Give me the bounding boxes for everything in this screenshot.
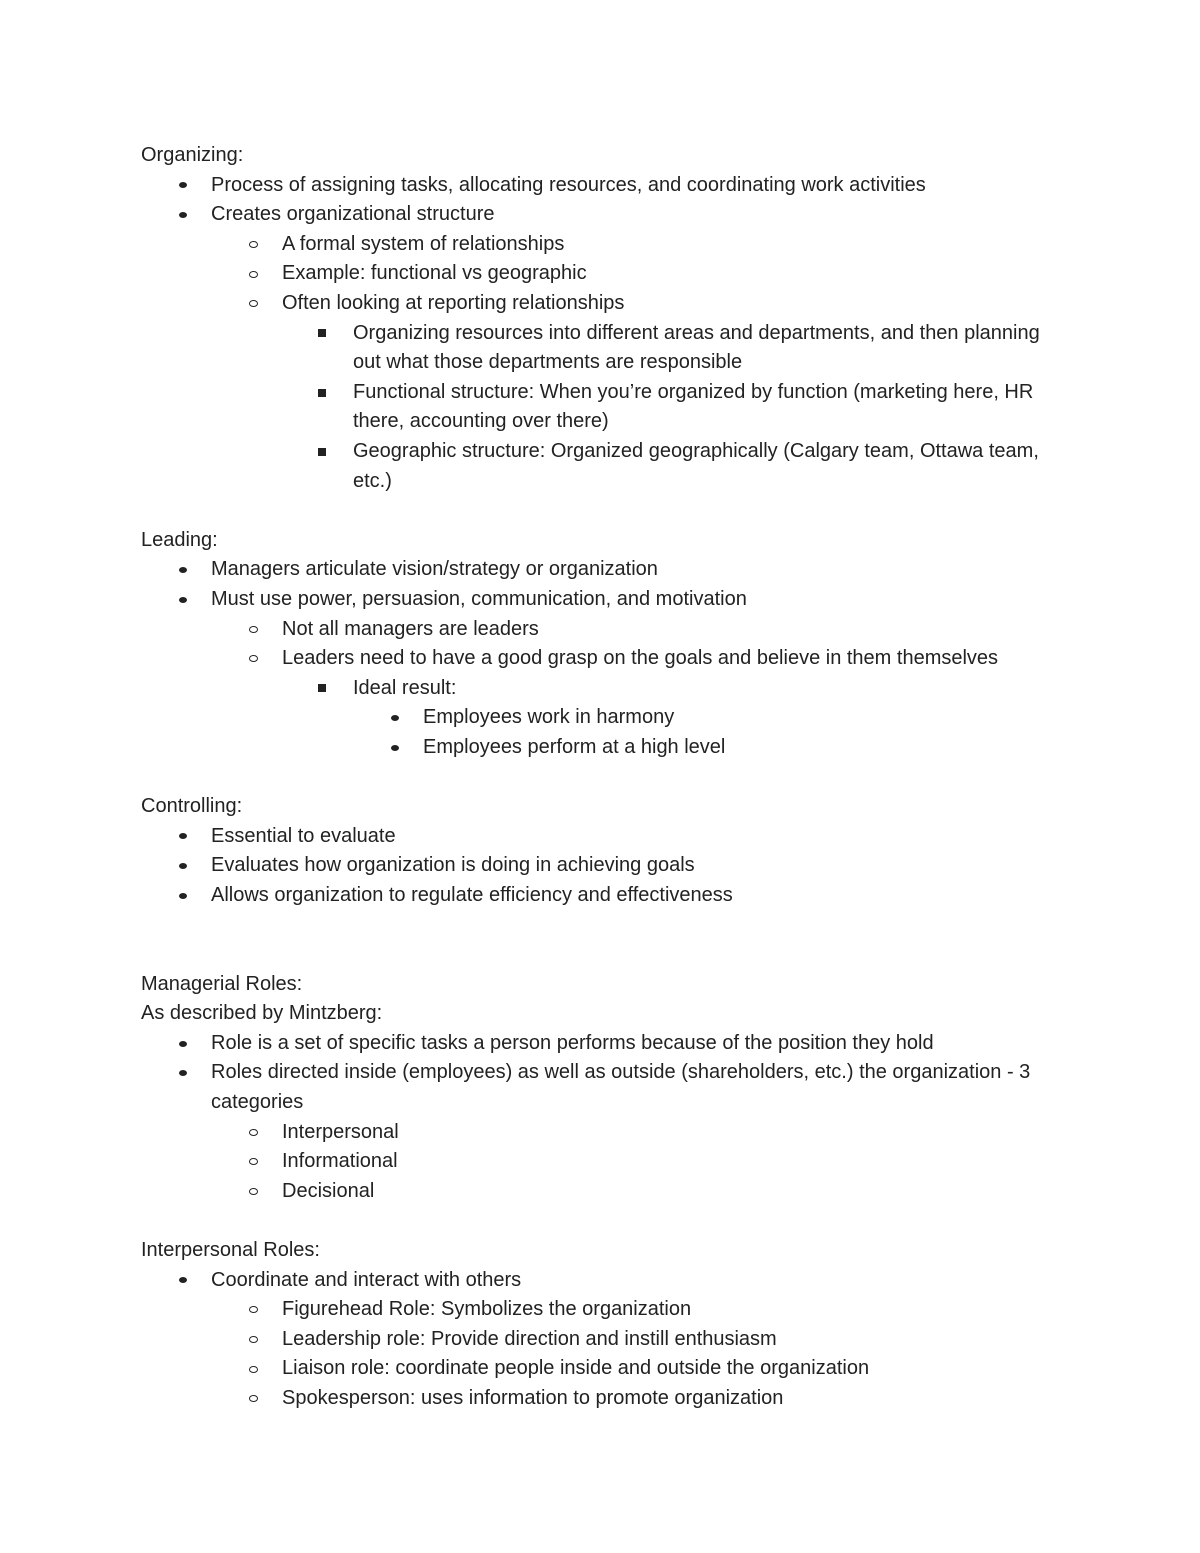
bullet-circle-icon bbox=[249, 1325, 258, 1355]
spacer bbox=[141, 496, 1071, 526]
bullet-dot-icon bbox=[179, 1029, 187, 1059]
list-item: Informational bbox=[141, 1147, 1071, 1177]
list-item: Allows organization to regulate efficiency and effectiveness bbox=[141, 881, 1071, 911]
list-item: Leadership role: Provide direction and instill enthusiasm bbox=[141, 1325, 1071, 1355]
bullet-circle-icon bbox=[249, 289, 258, 319]
list-item: Roles directed inside (employees) as well as outside (shareholders, etc.) the organization - 3 categories bbox=[141, 1058, 1071, 1117]
bullet-dot-icon bbox=[179, 1058, 187, 1088]
section-heading: Leading: bbox=[141, 528, 218, 551]
bullet-dot-icon bbox=[179, 851, 187, 881]
list-item: Coordinate and interact with others bbox=[141, 1266, 1071, 1296]
bullet-dot-icon bbox=[179, 881, 187, 911]
bullet-square-icon bbox=[318, 378, 326, 408]
list-item: Managers articulate vision/strategy or organization bbox=[141, 555, 1071, 585]
bullet-dot-icon bbox=[179, 1266, 187, 1296]
list-item: Spokesperson: uses information to promote organization bbox=[141, 1384, 1071, 1414]
bullet-square-icon bbox=[318, 674, 326, 704]
list-item: Ideal result: bbox=[141, 674, 1071, 704]
list-item: Leaders need to have a good grasp on the goals and believe in them themselves bbox=[141, 644, 1071, 674]
list-item: Often looking at reporting relationships bbox=[141, 289, 1071, 319]
bullet-dot-icon bbox=[179, 585, 187, 615]
section-organizing bbox=[141, 141, 1071, 496]
bullet-dot-icon bbox=[179, 555, 187, 585]
bullet-dot-icon bbox=[179, 171, 187, 201]
list-item: Employees perform at a high level bbox=[141, 733, 1071, 763]
bullet-circle-icon bbox=[249, 644, 258, 674]
spacer bbox=[141, 1206, 1071, 1236]
list-item: Must use power, persuasion, communication, and motivation bbox=[141, 585, 1071, 615]
list-item: Geographic structure: Organized geographically (Calgary team, Ottawa team, etc.) bbox=[141, 437, 1071, 496]
list-item: Employees work in harmony bbox=[141, 703, 1071, 733]
list-item: Figurehead Role: Symbolizes the organization bbox=[141, 1295, 1071, 1325]
section-heading: Controlling: bbox=[141, 795, 243, 818]
list-item: Role is a set of specific tasks a person performs because of the position they hold bbox=[141, 1029, 1071, 1059]
bullet-circle-icon bbox=[249, 259, 258, 289]
list-item: Not all managers are leaders bbox=[141, 615, 1071, 645]
list-item: Organizing resources into different areas and departments, and then planning out what those departments are responsible bbox=[141, 319, 1071, 378]
bullet-dot-icon bbox=[391, 733, 399, 763]
list-item: Evaluates how organization is doing in achieving goals bbox=[141, 851, 1071, 881]
list-item: Interpersonal bbox=[141, 1118, 1071, 1148]
section-controlling bbox=[141, 792, 1071, 910]
bullet-square-icon bbox=[318, 319, 326, 349]
section-managerial-roles bbox=[141, 970, 1071, 1207]
bullet-square-icon bbox=[318, 437, 326, 467]
bullet-circle-icon bbox=[249, 1295, 258, 1325]
bullet-circle-icon bbox=[249, 1384, 258, 1414]
section-subheading: As described by Mintzberg: bbox=[141, 1002, 383, 1025]
list-item: A formal system of relationships bbox=[141, 230, 1071, 260]
list-item: Process of assigning tasks, allocating resources, and coordinating work activities bbox=[141, 171, 1071, 201]
section-heading: Interpersonal Roles: bbox=[141, 1238, 320, 1261]
bullet-circle-icon bbox=[249, 1147, 258, 1177]
section-heading: Organizing: bbox=[141, 144, 244, 166]
bullet-dot-icon bbox=[179, 822, 187, 852]
section-heading: Managerial Roles: bbox=[141, 972, 303, 995]
list-item: Creates organizational structure bbox=[141, 200, 1071, 230]
section-interpersonal-roles bbox=[141, 1236, 1071, 1414]
list-item: Functional structure: When you’re organized by function (marketing here, HR there, accounting over there) bbox=[141, 378, 1071, 437]
document-body bbox=[141, 141, 1071, 1414]
spacer bbox=[141, 910, 1071, 969]
bullet-dot-icon bbox=[391, 703, 399, 733]
bullet-circle-icon bbox=[249, 230, 258, 260]
bullet-dot-icon bbox=[179, 200, 187, 230]
list-item: Essential to evaluate bbox=[141, 822, 1071, 852]
bullet-circle-icon bbox=[249, 1354, 258, 1384]
bullet-circle-icon bbox=[249, 615, 258, 645]
list-item: Example: functional vs geographic bbox=[141, 259, 1071, 289]
section-leading bbox=[141, 526, 1071, 763]
bullet-circle-icon bbox=[249, 1118, 258, 1148]
list-item: Liaison role: coordinate people inside and outside the organization bbox=[141, 1354, 1071, 1384]
list-item: Decisional bbox=[141, 1177, 1071, 1207]
bullet-circle-icon bbox=[249, 1177, 258, 1207]
spacer bbox=[141, 762, 1071, 792]
